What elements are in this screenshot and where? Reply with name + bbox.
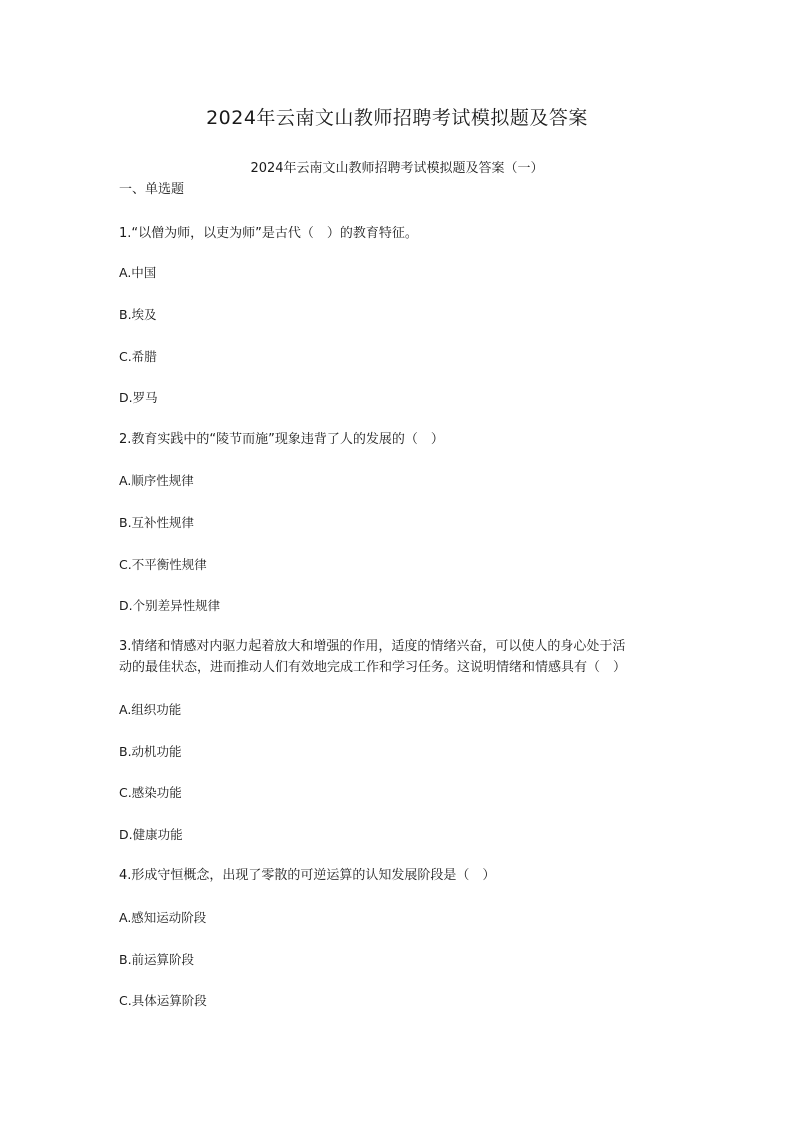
- question-4-option-a: A.感知运动阶段: [119, 910, 207, 925]
- question-1-option-b: B.埃及: [119, 307, 157, 322]
- document-title: 2024年云南文山教师招聘考试模拟题及答案: [206, 107, 588, 129]
- question-1-stem: 1.“以僧为师，以吏为师”是古代（ ）的教育特征。: [119, 226, 418, 241]
- question-4-option-b: B.前运算阶段: [119, 952, 195, 967]
- question-3-option-a: A.组织功能: [119, 702, 182, 717]
- question-3-stem-line-1: 3.情绪和情感对内驱力起着放大和增强的作用，适度的情绪兴奋，可以使人的身心处于活: [119, 639, 626, 654]
- document-subtitle: 2024年云南文山教师招聘考试模拟题及答案（一）: [250, 161, 544, 176]
- section-heading: 一、单选题: [119, 182, 185, 197]
- question-2-stem: 2.教育实践中的“陵节而施”现象违背了人的发展的（ ）: [119, 432, 444, 447]
- question-1-option-a: A.中国: [119, 265, 157, 280]
- question-4-stem: 4.形成守恒概念，出现了零散的可逆运算的认知发展阶段是（ ）: [119, 868, 496, 883]
- question-2-option-b: B.互补性规律: [119, 515, 195, 530]
- question-3-option-d: D.健康功能: [119, 827, 183, 842]
- question-3-option-b: B.动机功能: [119, 744, 182, 759]
- question-2-option-d: D.个别差异性规律: [119, 598, 221, 613]
- question-1-option-d: D.罗马: [119, 390, 158, 405]
- question-1-option-c: C.希腊: [119, 349, 157, 364]
- question-3-option-c: C.感染功能: [119, 785, 182, 800]
- question-3-stem-line-2: 动的最佳状态，进而推动人们有效地完成工作和学习任务。这说明情绪和情感具有（ ）: [119, 660, 627, 675]
- question-4-option-c: C.具体运算阶段: [119, 993, 207, 1008]
- question-2-option-c: C.不平衡性规律: [119, 557, 207, 572]
- question-2-option-a: A.顺序性规律: [119, 473, 194, 488]
